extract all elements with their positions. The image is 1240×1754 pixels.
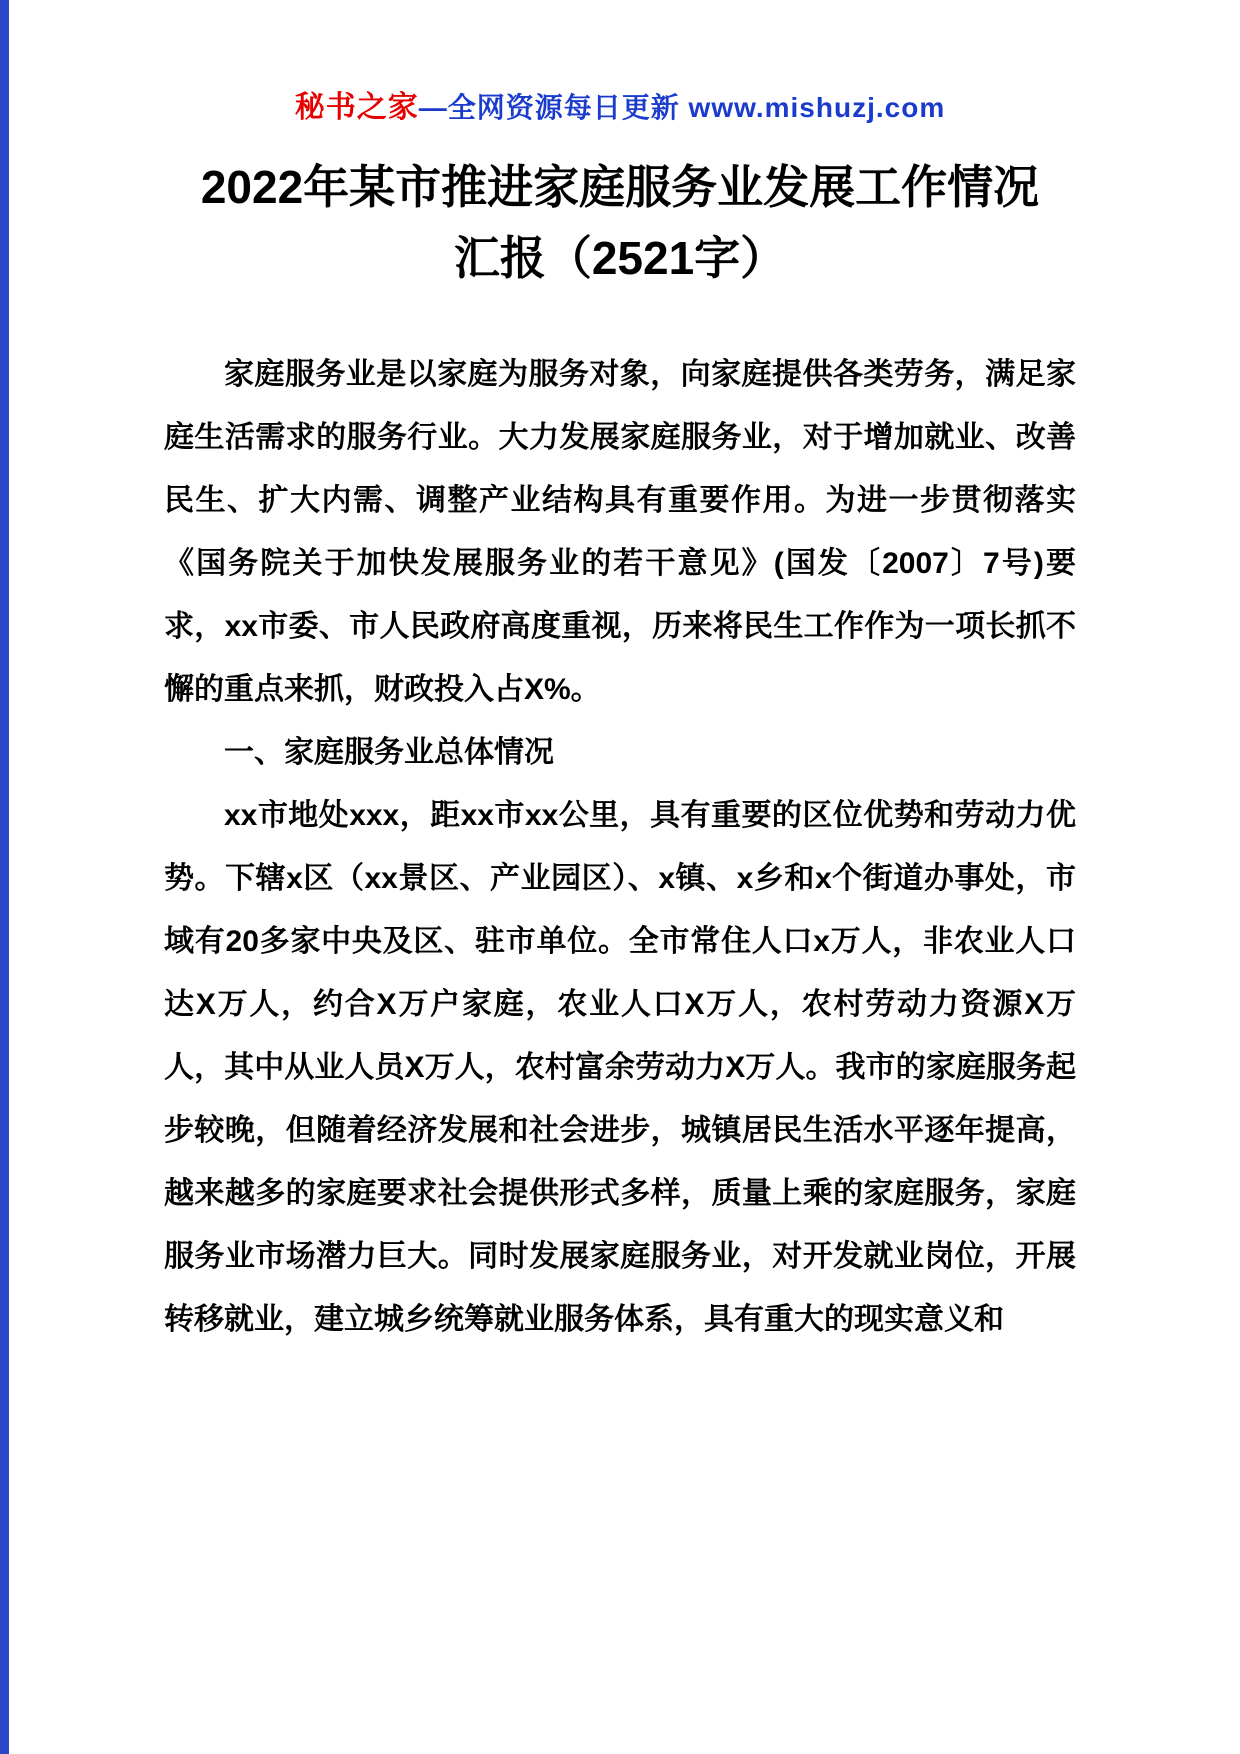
document-title-line2: 汇报（2521字） [453,232,787,285]
paragraph-intro: 家庭服务业是以家庭为服务对象，向家庭提供各类劳务，满足家庭生活需求的服务行业。大力发展家庭服务业，对于增加就业、改善民生、扩大内需、调整产业结构具有重要作用。为进一步贯彻落实《国务院关于加快发展服务业的若干意见》(国发〔2007〕7号)要求，xx市委、市人民政府高度重视，历来将民生工作作为一项长抓不懈的重点来抓，财政投入占X%。 [164,357,1076,706]
section-heading-1: 一、家庭服务业总体情况 [224,735,554,769]
page-left-edge-strip [0,0,9,1754]
document-title-line1: 2022年某市推进家庭服务业发展工作情况 [200,161,1040,213]
site-header [0,82,1240,126]
site-brand: 秘书之家 [294,91,419,124]
document-title [0,152,1240,295]
site-tagline: —全网资源每日更新 [418,92,689,123]
document-body [164,343,1076,1351]
site-url-link[interactable]: www.mishuzj.com [688,92,946,123]
paragraph-overview: xx市地处xxx，距xx市xx公里，具有重要的区位优势和劳动力优势。下辖x区（xx景区、产业园区）、x镇、x乡和x个街道办事处，市域有20多家中央及区、驻市单位。全市常住人口x万人，非农业人口达X万人，约合X万户家庭，农业人口X万人，农村劳动力资源X万人，其中从业人员X万人，农村富余劳动力X万人。我市的家庭服务起步较晚，但随着经济发展和社会进步，城镇居民生活水平逐年提高，越来越多的家庭要求社会提供形式多样，质量上乘的家庭服务，家庭服务业市场潜力巨大。同时发展家庭服务业，对开发就业岗位，开展转移就业，建立城乡统筹就业服务体系，具有重大的现实意义和 [164,798,1076,1336]
